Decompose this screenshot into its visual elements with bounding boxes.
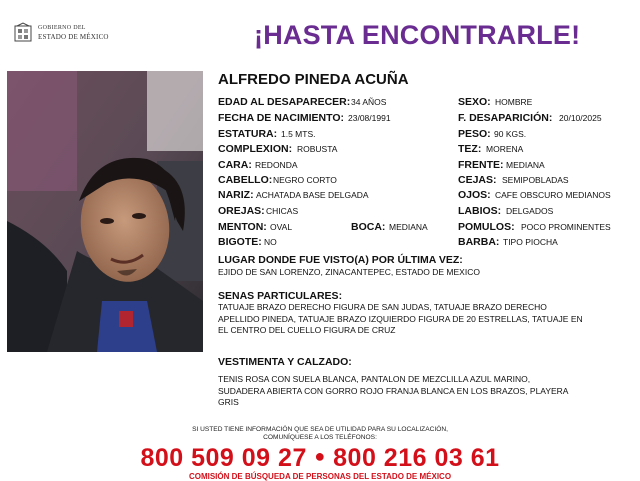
clothing-line: GRIS — [218, 397, 239, 407]
last-seen-title: LUGAR DONDE FUE VISTO(A) POR ÚLTIMA VEZ: — [218, 254, 463, 266]
menton-label: MENTON: — [218, 221, 267, 233]
desaparicion-label: F. DESAPARICIÓN: — [458, 112, 553, 124]
separator-dot-icon: ● — [314, 446, 326, 466]
pomulos-label: POMULOS: — [458, 221, 515, 233]
clothing-line: SUDADERA ABIERTA CON GORRO ROJO FRANJA BLANCA EN LOS BRAZOS, PLAYERA — [218, 385, 569, 396]
phone-numbers — [0, 444, 640, 473]
cara-label: CARA: — [218, 159, 252, 171]
government-logo — [12, 22, 132, 44]
headline: ¡HASTA ENCONTRARLE! — [254, 20, 581, 50]
desaparicion-value: 20/10/2025 — [559, 113, 602, 123]
barba-label: BARBA: — [458, 236, 500, 248]
marks-line: TATUAJE BRAZO DERECHO FIGURA DE SAN JUDAS, TATUAJE BRAZO DERECHO — [218, 302, 547, 312]
nariz-label: NARIZ: — [218, 189, 254, 201]
ojos-value: CAFE OBSCURO MEDIANOS — [495, 190, 611, 200]
phone-number-1[interactable]: 800 509 09 27 — [140, 444, 307, 472]
cabello-label: CABELLO: — [218, 174, 273, 186]
peso-value: 90 KGS. — [494, 129, 527, 139]
cejas-label: CEJAS: — [458, 174, 497, 186]
estatura-value: 1.5 MTS. — [281, 129, 316, 139]
fecha-nacimiento-label: FECHA DE NACIMIENTO: — [218, 112, 344, 124]
estatura-label: ESTATURA: — [218, 128, 278, 140]
marks-text — [218, 302, 583, 337]
nariz-value: ACHATADA BASE DELGADA — [256, 190, 369, 200]
logo-line-1: GOBIERNO DEL — [38, 25, 86, 31]
person-name: ALFREDO PINEDA ACUÑA — [218, 71, 409, 88]
edad-value: 34 AÑOS — [351, 97, 387, 107]
boca-label: BOCA: — [351, 221, 386, 233]
orejas-value: CHICAS — [266, 206, 299, 216]
pomulos-value: POCO PROMINENTES — [521, 222, 611, 232]
tez-value: MORENA — [486, 144, 524, 154]
contact-notice — [0, 426, 640, 442]
tez-label: TEZ: — [458, 143, 482, 155]
phone-number-2[interactable]: 800 216 03 61 — [333, 444, 500, 472]
clothing-text — [218, 374, 568, 409]
menton-value: OVAL — [270, 222, 293, 232]
frente-label: FRENTE: — [458, 159, 504, 171]
bigote-label: BIGOTE: — [218, 236, 262, 248]
frente-value: MEDIANA — [506, 160, 545, 170]
complexion-value: ROBUSTA — [297, 144, 338, 154]
orejas-label: OREJAS: — [218, 205, 265, 217]
marks-title: SENAS PARTICULARES: — [218, 290, 343, 302]
clothing-line: TENIS ROSA CON SUELA BLANCA, PANTALON DE MEZCLILLA AZUL MARINO, — [218, 374, 531, 384]
boca-value: MEDIANA — [389, 222, 428, 232]
person-photo — [7, 71, 203, 352]
cabello-value: NEGRO CORTO — [273, 175, 337, 185]
bigote-value: NO — [264, 237, 277, 247]
clothing-title: VESTIMENTA Y CALZADO: — [218, 356, 352, 368]
fecha-nacimiento-value: 23/08/1991 — [348, 113, 391, 123]
labios-value: DELGADOS — [506, 206, 554, 216]
last-seen-text: EJIDO DE SAN LORENZO, ZINACANTEPEC, ESTADO DE MEXICO — [218, 267, 480, 277]
cejas-value: SEMIPOBLADAS — [502, 175, 569, 185]
marks-line: EL CENTRO DEL CUELLO FIGURA DE CRUZ — [218, 325, 396, 335]
sexo-value: HOMBRE — [495, 97, 533, 107]
cara-value: REDONDA — [255, 160, 298, 170]
labios-label: LABIOS: — [458, 205, 502, 217]
edad-label: EDAD AL DESAPARECER: — [218, 96, 351, 108]
logo-line-2: ESTADO DE MÉXICO — [38, 33, 109, 41]
peso-label: PESO: — [458, 128, 491, 140]
notice-line-2: COMUNÍQUESE A LOS TELÉFONOS: — [263, 434, 377, 441]
state-seal-icon — [12, 22, 34, 44]
commission-name: COMISIÓN DE BÚSQUEDA DE PERSONAS DEL ESTADO DE MÉXICO — [188, 472, 452, 481]
ojos-label: OJOS: — [458, 189, 491, 201]
notice-line-1: SI USTED TIENE INFORMACIÓN QUE SEA DE UTILIDAD PARA SU LOCALIZACIÓN, — [192, 426, 448, 433]
barba-value: TIPO PIOCHA — [503, 237, 558, 247]
sexo-label: SEXO: — [458, 96, 491, 108]
complexion-label: COMPLEXION: — [218, 143, 293, 155]
marks-line: APELLIDO PINEDA, TATUAJE BRAZO IZQUIERDO FIGURA DE 20 ESTRELLAS, TATUAJE EN — [218, 313, 583, 324]
